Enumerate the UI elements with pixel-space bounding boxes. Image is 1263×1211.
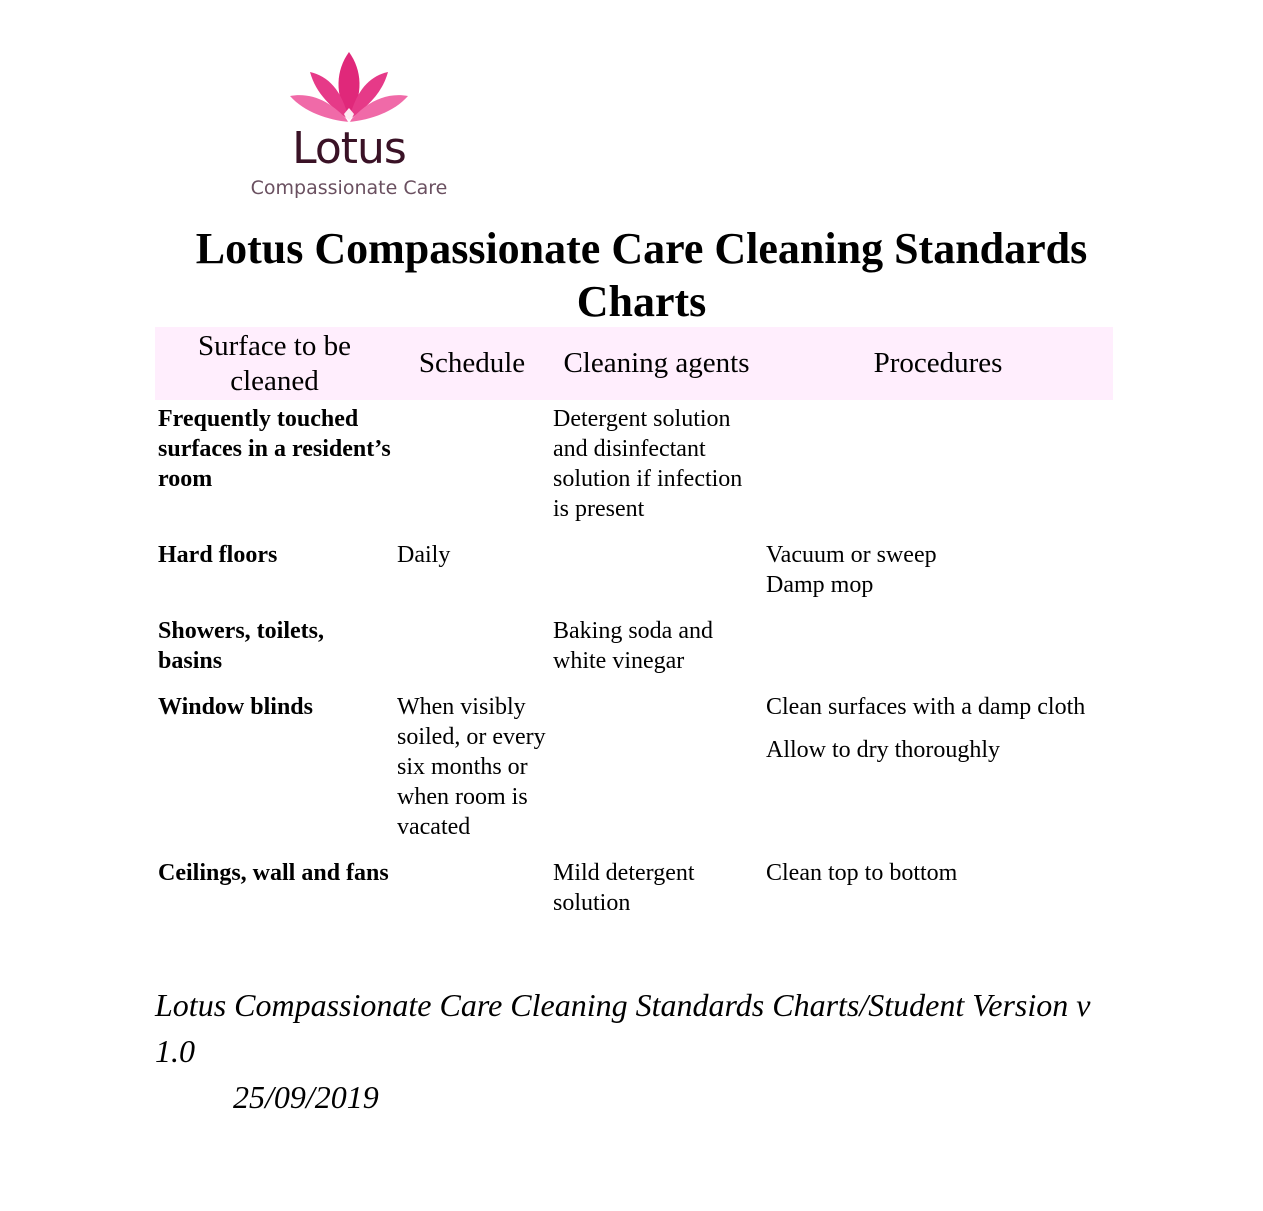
table-row (155, 536, 1113, 612)
cell-agents: Detergent solution and disinfectant solution if infection is present (553, 406, 743, 522)
cell-procedures (763, 688, 1113, 854)
logo (236, 50, 462, 202)
procedure-step: Clean top to bottom (766, 860, 958, 886)
cell-agents (550, 536, 763, 612)
cell-surface: Showers, toilets, basins (158, 618, 324, 674)
procedure-step: Clean surfaces with a damp cloth (766, 694, 1086, 720)
cell-surface: Window blinds (158, 694, 313, 720)
cell-procedures (763, 612, 1113, 688)
cell-schedule (394, 400, 550, 536)
column-header-agents: Cleaning agents (550, 327, 763, 400)
logo-wordmark: Lotus (292, 123, 406, 174)
cell-surface: Ceilings, wall and fans (158, 860, 389, 886)
procedure-step: Allow to dry thoroughly (766, 737, 1000, 763)
cleaning-standards-table (155, 327, 1113, 930)
cell-surface: Hard floors (158, 542, 278, 568)
column-header-surface: Surface to be cleaned (155, 327, 394, 400)
footer (155, 982, 1135, 1120)
cell-schedule: Daily (397, 542, 451, 568)
footer-version-text: Lotus Compassionate Care Cleaning Standards Charts/Student Version v 1.0 (155, 987, 1091, 1069)
column-header-schedule: Schedule (394, 327, 550, 400)
logo-subtitle: Compassionate Care (250, 177, 448, 199)
cell-agents (550, 688, 763, 854)
table-row (155, 612, 1113, 688)
procedure-step: Damp mop (766, 572, 874, 598)
cell-surface: Frequently touched surfaces in a resident’s room (158, 406, 391, 492)
cell-procedures (763, 854, 1113, 930)
cell-schedule (394, 612, 550, 688)
table-header-row (155, 327, 1113, 400)
procedure-step: Vacuum or sweep (766, 542, 937, 568)
table-body (155, 400, 1113, 930)
cell-schedule (394, 854, 550, 930)
footer-date: 25/09/2019 (233, 1079, 379, 1115)
cell-schedule: When visibly soiled, or every six months or when room is vacated (397, 694, 546, 840)
cell-agents: Mild detergent solution (553, 860, 695, 916)
cell-procedures (763, 536, 1113, 612)
column-header-procedures: Procedures (763, 327, 1113, 400)
table-row (155, 854, 1113, 930)
cell-procedures (763, 400, 1113, 536)
page-title: Lotus Compassionate Care Cleaning Standards Charts (195, 224, 1088, 326)
lotus-flower-icon (288, 50, 410, 126)
table-row (155, 400, 1113, 536)
table-row (155, 688, 1113, 854)
cell-agents: Baking soda and white vinegar (553, 618, 713, 674)
